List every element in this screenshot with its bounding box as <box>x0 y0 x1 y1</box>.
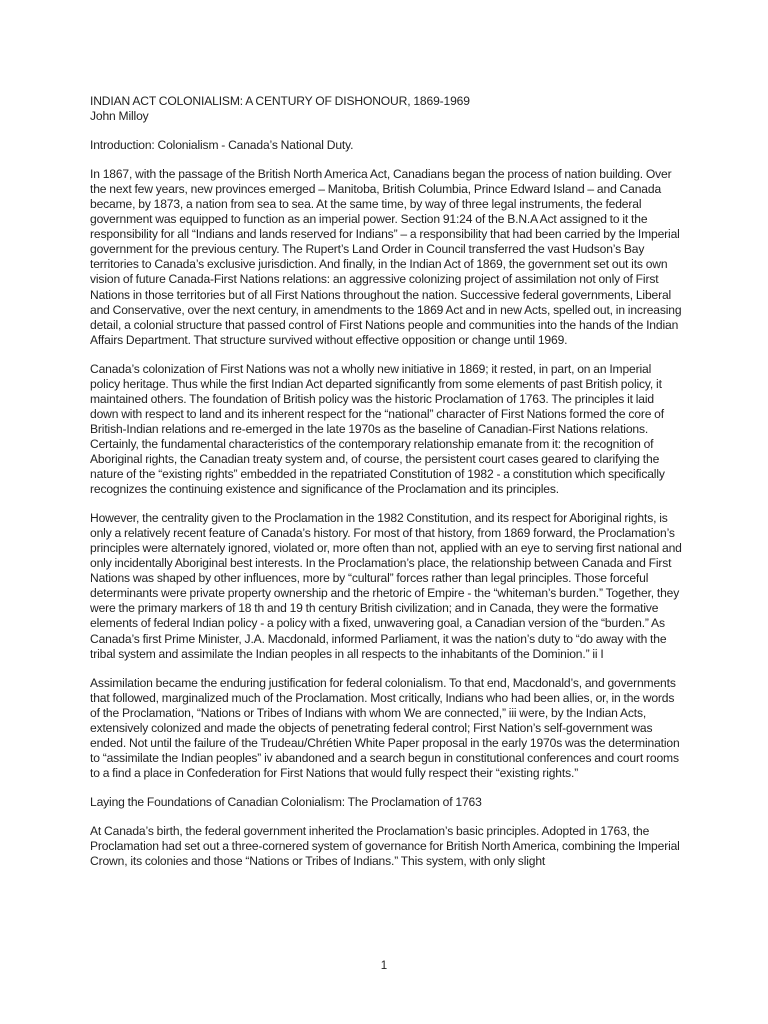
paragraph-4: Assimilation became the enduring justification for federal colonialism. To that end, Macdonald’s, and governments that followed, marginalized much of the Proclamation. Most critically, Indians who had been allies, or, in the words of the Proclamation, “Nations or Tribes of Indians with whom We are connected,” iii were, by the Indian Acts, extensively colonized and made the objects of penetrating federal control; First Nation’s self-government was ended. Not until the failure of the Trudeau/Chrétien White Paper proposal in the early 1970s was the determination to “assimilate the Indian peoples” iv abandoned and a search begun in constitutional conferences and court rooms to a find a place in Confederation for First Nations that would fully respect their “existing rights.” <box>90 675 680 780</box>
section-heading: Laying the Foundations of Canadian Colonialism: The Proclamation of 1763 <box>90 794 482 809</box>
page-number: 1 <box>380 960 388 972</box>
document-title: INDIAN ACT COLONIALISM: A CENTURY OF DISHONOUR, 1869-1969 <box>90 94 470 108</box>
paragraph-3: However, the centrality given to the Proclamation in the 1982 Constitution, and its respect for Aboriginal rights, is only a relatively recent feature of Canada’s history. For most of that history, from 1869 forward, the Proclamation’s principles were alternately ignored, violated or, more often than not, applied with an eye to serving first national and only incidentally Aboriginal best interests. In the Proclamation’s place, the relationship between Canada and First Nations was shaped by other influences, more by “cultural” forces rather than legal principles. Those forceful determinants were private property ownership and the rhetoric of Empire - the “whiteman’s burden.” Together, they were the primary markers of 18 th and 19 th century British civilization; and in Canada, they were the formative elements of federal Indian policy - a policy with a fixed, unwavering goal, a Canadian version of the “burden.” As Canada’s first Prime Minister, J.A. Macdonald, informed Parliament, it was the nation’s duty to “do away with the tribal system and assimilate the Indian peoples in all respects to the inhabitants of the Dominion.” ii I <box>90 511 682 661</box>
document-body <box>90 94 684 883</box>
document-author: John Milloy <box>90 109 149 124</box>
paragraph-2: Canada’s colonization of First Nations was not a wholly new initiative in 1869; it rested, in part, on an Imperial policy heritage. Thus while the first Indian Act departed significantly from some elements of past British policy, it maintained others. The foundation of British policy was the historic Proclamation of 1763. The principles it laid down with respect to land and its inherent respect for the “national” character of First Nations formed the core of British-Indian relations and re-emerged in the late 1970s as the baseline of Canadian-First Nations relations. Certainly, the fundamental characteristics of the contemporary relationship emanate from it: the recognition of Aboriginal rights, the Canadian treaty system and, of course, the persistent court cases geared to clarifying the nature of the “existing rights” embedded in the repatriated Constitution of 1982 - a constitution which specifically recognizes the continuing existence and significance of the Proclamation and its principles. <box>90 361 665 497</box>
title-block <box>90 94 684 124</box>
intro-heading: Introduction: Colonialism - Canada’s National Duty. <box>90 138 354 153</box>
paragraph-1: In 1867, with the passage of the British North America Act, Canadians began the process of nation building. Over the next few years, new provinces emerged – Manitoba, British Columbia, Prince Edward Island – and Canada became, by 1873, a nation from sea to sea. At the same time, by way of three legal instruments, the federal government was equipped to function as an imperial power. Section 91:24 of the B.N.A Act assigned to it the responsibility for all “Indians and lands reserved for Indians” – a responsibility that had been carried by the Imperial government for the previous century. The Rupert’s Land Order in Council transferred the vast Hudson’s Bay territories to Canada’s exclusive jurisdiction. And finally, in the Indian Act of 1869, the government set out its own vision of future Canada-First Nations relations: an aggressive colonizing project of assimilation not only of First Nations in those territories but of all First Nations throughout the nation. Successive federal governments, Liberal and Conservative, over the next century, in amendments to the 1869 Act and in new Acts, spelled out, in increasing detail, a colonial structure that passed control of First Nations people and communities into the hands of the Indian Affairs Department. That structure survived without effective opposition or change until 1969. <box>90 167 682 347</box>
paragraph-5: At Canada’s birth, the federal government inherited the Proclamation’s basic principles. Adopted in 1763, the Proclamation had set out a three-cornered system of governance for British North America, combining the Imperial Crown, its colonies and those “Nations or Tribes of Indians.” This system, with only slight <box>90 823 680 869</box>
